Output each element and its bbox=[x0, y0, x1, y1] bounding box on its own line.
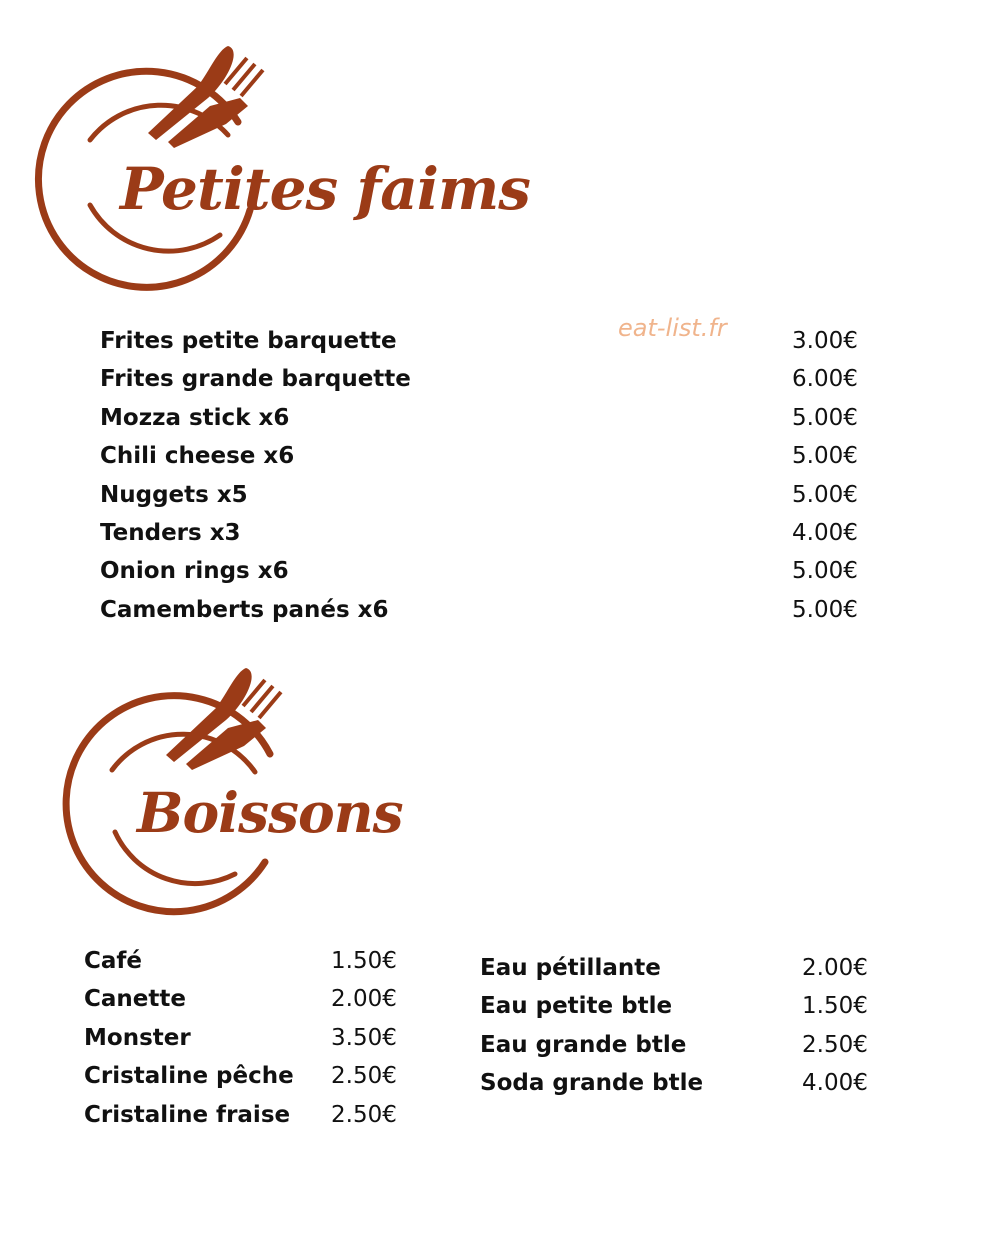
menu-item bbox=[100, 403, 880, 441]
item-price: 4.00€ bbox=[802, 1070, 868, 1097]
item-name: Onion rings x6 bbox=[100, 558, 289, 585]
watermark: eat-list.fr bbox=[618, 314, 727, 342]
section-title-petites-faims: Petites faims bbox=[120, 155, 530, 223]
item-price: 3.00€ bbox=[792, 328, 858, 354]
item-price: 5.00€ bbox=[792, 558, 858, 585]
menu-item bbox=[84, 984, 424, 1022]
item-price: 5.00€ bbox=[792, 404, 858, 431]
item-name: Frites petite barquette bbox=[100, 328, 397, 354]
item-price: 2.50€ bbox=[802, 1031, 868, 1058]
menu-item bbox=[100, 326, 880, 364]
menu-item bbox=[100, 556, 880, 594]
item-name: Chili cheese x6 bbox=[100, 443, 295, 470]
item-price: 1.50€ bbox=[331, 948, 397, 974]
item-price: 6.00€ bbox=[792, 366, 858, 393]
menu-list-petites-faims bbox=[100, 326, 880, 633]
menu-item bbox=[480, 1068, 900, 1106]
item-name: Frites grande barquette bbox=[100, 366, 411, 393]
item-name: Mozza stick x6 bbox=[100, 404, 290, 431]
menu-item bbox=[84, 1061, 424, 1099]
menu-item bbox=[480, 991, 900, 1029]
item-price: 4.00€ bbox=[792, 519, 858, 546]
item-price: 5.00€ bbox=[792, 443, 858, 470]
item-name: Cristaline pêche bbox=[84, 1063, 294, 1090]
item-name: Camemberts panés x6 bbox=[100, 596, 389, 623]
item-name: Soda grande btle bbox=[480, 1070, 704, 1097]
item-price: 5.00€ bbox=[792, 596, 858, 623]
item-price: 3.50€ bbox=[331, 1024, 397, 1051]
item-name: Eau pétillante bbox=[480, 955, 661, 981]
menu-item bbox=[84, 1100, 424, 1138]
section-title-boissons: Boissons bbox=[137, 780, 403, 845]
item-price: 2.00€ bbox=[802, 955, 868, 981]
item-price: 2.00€ bbox=[331, 986, 397, 1013]
item-name: Nuggets x5 bbox=[100, 481, 248, 508]
item-name: Tenders x3 bbox=[100, 519, 241, 546]
item-name: Monster bbox=[84, 1024, 191, 1051]
menu-list-boissons-left bbox=[84, 946, 424, 1138]
item-price: 5.00€ bbox=[792, 481, 858, 508]
item-name: Eau grande btle bbox=[480, 1031, 687, 1058]
item-name: Cristaline fraise bbox=[84, 1101, 291, 1128]
menu-item bbox=[100, 364, 880, 402]
item-name: Café bbox=[84, 948, 143, 974]
menu-item bbox=[84, 946, 424, 984]
menu-item bbox=[84, 1023, 424, 1061]
menu-item bbox=[480, 1030, 900, 1068]
menu-item bbox=[100, 518, 880, 556]
menu-list-boissons-right bbox=[480, 953, 900, 1107]
menu-item bbox=[100, 595, 880, 633]
item-price: 1.50€ bbox=[802, 993, 868, 1020]
item-price: 2.50€ bbox=[331, 1101, 397, 1128]
menu-item bbox=[480, 953, 900, 991]
item-name: Eau petite btle bbox=[480, 993, 673, 1020]
menu-item bbox=[100, 480, 880, 518]
item-name: Canette bbox=[84, 986, 186, 1013]
item-price: 2.50€ bbox=[331, 1063, 397, 1090]
menu-item bbox=[100, 441, 880, 479]
